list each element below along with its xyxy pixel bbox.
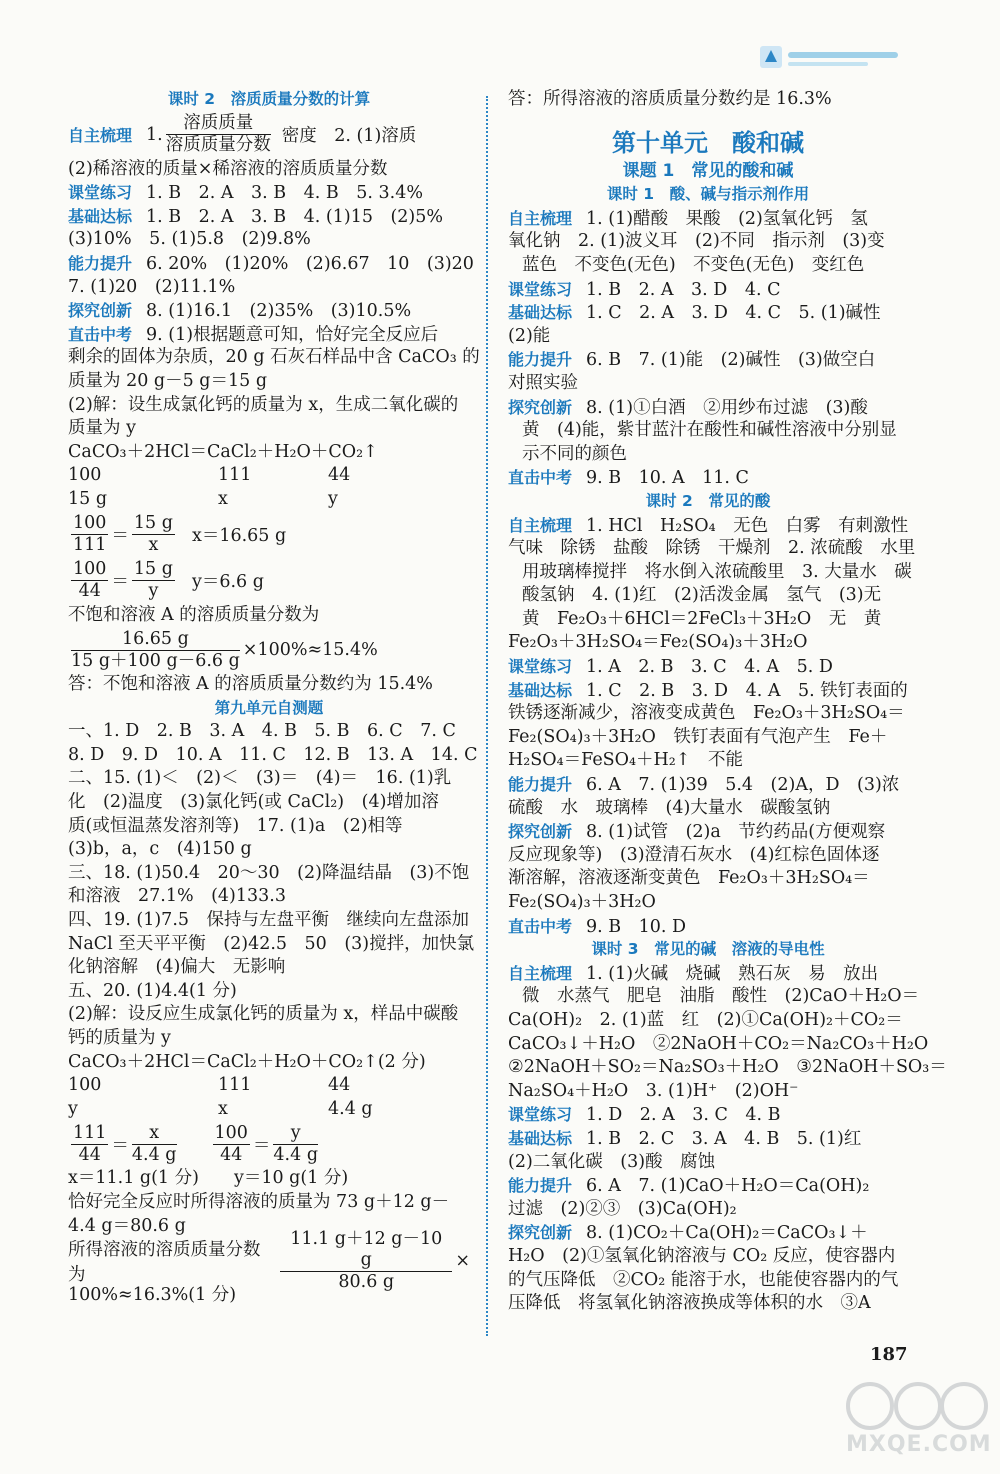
answer-line: 剩余的固体为杂质，20 g 石灰石样品中含 CaCO₃ 的 bbox=[68, 347, 480, 368]
answer-line: 三、18. (1)50.4 20～30 (2)降温结晶 (3)不饱 bbox=[68, 862, 470, 883]
chemical-equation: CaCO₃＋2HCl＝CaCl₂＋H₂O＋CO₂↑(2 分) bbox=[68, 1051, 426, 1072]
equation-ratio-row: 100 111 44 bbox=[68, 1075, 351, 1096]
lesson-title: 课时 3 常见的碱 溶液的导电性 bbox=[591, 940, 825, 959]
answer-line: Fe₂(SO₄)₃＋3H₂O bbox=[508, 892, 656, 912]
percent-calculation: $\frac{16.65 g}{15 g+100 g-6.6 g}$ ×100%≈15.4% bbox=[71, 628, 378, 671]
proportion: $\frac{100}{44}$ ＝ $\frac{15 g}{y}$ y＝6.6 g bbox=[73, 559, 264, 601]
answer-line: 100%≈16.3%(1 分) bbox=[68, 1285, 237, 1306]
equation-value-row: 15 g x y bbox=[68, 488, 338, 509]
answer-line: CaCO₃↓＋H₂O ②2NaOH＋CO₂＝Na₂CO₃＋H₂O bbox=[508, 1033, 929, 1054]
answer-line: 答：所得溶液的溶质质量分数约是 16.3% bbox=[508, 89, 832, 109]
answer-line: 基础达标 1. B 2. C 3. A 4. B 5. (1)红 bbox=[508, 1128, 862, 1149]
unit-title: 第十单元 酸和碱 bbox=[612, 128, 804, 157]
answer-line: 4.4 g＝80.6 g bbox=[68, 1215, 186, 1236]
answer-line: 对照实验 bbox=[508, 372, 578, 393]
answer-line: 化钠溶解 (4)偏大 无影响 bbox=[68, 957, 286, 978]
answer-line: 反应现象等) (3)澄清石灰水 (4)红棕色固体逐 bbox=[508, 844, 880, 865]
proportion: $\frac{100}{111}$ ＝ $\frac{15 g}{x}$ x＝16.65 g bbox=[73, 513, 287, 555]
answer-line: (3)b，a，c (4)150 g bbox=[68, 839, 252, 860]
answer-line: 蓝色 不变色(无色) 不变色(无色) 变红色 bbox=[522, 254, 865, 275]
answer-line: 钙的质量为 y bbox=[68, 1028, 171, 1048]
topic-title: 课题 1 常见的酸和碱 bbox=[622, 160, 794, 181]
answer-line: 黄 Fe₂O₃＋6HCl＝2FeCl₃＋3H₂O 无 黄 bbox=[522, 608, 882, 629]
equation-ratio-row: 100 111 44 bbox=[68, 465, 351, 486]
answer-line: 自主梳理 1. (1)醋酸 果酸 (2)氢氧化钙 氢 bbox=[508, 208, 868, 229]
answer-line: 压降低 将氢氧化钠溶液换成等体积的水 ③A bbox=[508, 1293, 871, 1314]
answer-line: (2)二氧化碳 (3)酸 腐蚀 bbox=[508, 1151, 716, 1172]
answer-line: H₂SO₄＝FeSO₄＋H₂↑ 不能 bbox=[508, 750, 743, 771]
equation-value-row: y x 4.4 g bbox=[68, 1098, 373, 1119]
answer-line: (2)能 bbox=[508, 325, 551, 346]
answer-line: 示不同的颜色 bbox=[522, 443, 627, 464]
answer-line: (2)稀溶液的质量×稀溶液的溶质质量分数 bbox=[68, 158, 388, 179]
answer-line: 用玻璃棒搅拌 将水倒入浓硫酸里 3. 大量水 碳 bbox=[522, 561, 912, 582]
answer-line: 能力提升 6. A 7. (1)39 5.4 (2)A，D (3)浓 bbox=[508, 775, 900, 796]
column-divider bbox=[486, 96, 488, 1336]
right-column bbox=[508, 88, 947, 1316]
answer-line: NaCl 至天平平衡 (2)42.5 50 (3)搅拌，加快氯 bbox=[68, 933, 475, 954]
answer-line: (2)解：设反应生成氯化钙的质量为 x，样品中碳酸 bbox=[68, 1004, 459, 1025]
section-tag: 自主梳理 bbox=[68, 126, 133, 146]
watermark: MXQE.COM bbox=[840, 1380, 990, 1460]
answer-line: 直击中考 9. B 10. D bbox=[508, 916, 687, 937]
answer-line: 探究创新 8. (1)①白酒 ②用纱布过滤 (3)酸 bbox=[508, 397, 868, 418]
answer-line: 质量为 20 g－5 g＝15 g bbox=[68, 370, 268, 391]
page-number: 187 bbox=[870, 1344, 908, 1365]
answer-line: 二、15. (1)＜ (2)＜ (3)＝ (4)＝ 16. (1)乳 bbox=[68, 768, 452, 789]
answer-line: 质(或恒温蒸发溶剂等) 17. (1)a (2)相等 bbox=[68, 815, 403, 836]
answer-line: 基础达标 1. C 2. B 3. D 4. A 5. 铁钉表面的 bbox=[508, 680, 908, 701]
answer-line: (2)解：设生成氯化钙的质量为 x，生成二氧化碳的 bbox=[68, 394, 459, 415]
answer-line: 铁锈逐渐减少，溶液变成黄色 Fe₂O₃＋3H₂SO₄＝ bbox=[508, 703, 905, 724]
answer-line: (3)10% 5. (1)5.8 (2)9.8% bbox=[68, 229, 311, 250]
answer-line: 课堂练习 1. D 2. A 3. C 4. B bbox=[508, 1105, 781, 1126]
answer-line: H₂O (2)①氢氧化钠溶液与 CO₂ 反应，使容器内 bbox=[508, 1245, 896, 1266]
answer-line: 课堂练习 1. A 2. B 3. C 4. A 5. D bbox=[508, 657, 833, 678]
answer-line: 自主梳理 1. $\frac{\text{溶质质量}}{\text{溶质质量分数}}$ 密度 2. (1)溶质 bbox=[68, 113, 417, 156]
answer-line: 探究创新 8. (1)16.1 (2)35% (3)10.5% bbox=[68, 301, 412, 322]
answer-line: ②2NaOH＋SO₂＝Na₂SO₃＋H₂O ③2NaOH＋SO₃＝ bbox=[508, 1057, 947, 1078]
answer-line: 自主梳理 1. HCl H₂SO₄ 无色 白雾 有刺激性 bbox=[508, 515, 909, 536]
answer-line: 能力提升 6. 20% (1)20% (2)6.67 10 (3)20 bbox=[68, 253, 474, 274]
answer-line: 酸氢钠 4. (1)红 (2)活泼金属 氢气 (3)无 bbox=[522, 585, 882, 606]
answer-line: 探究创新 8. (1)CO₂＋Ca(OH)₂＝CaCO₃↓＋ bbox=[508, 1223, 868, 1244]
answer-line: 自主梳理 1. (1)火碱 烧碱 熟石灰 易 放出 bbox=[508, 963, 879, 984]
publisher-logo bbox=[760, 42, 910, 78]
lesson-title: 课时 2 常见的酸 bbox=[645, 491, 771, 510]
answer-line: 化 (2)温度 (3)氯化钙(或 CaCl₂) (4)增加溶 bbox=[68, 792, 439, 813]
answer-line: 课堂练习 1. B 2. A 3. B 4. B 5. 3.4% bbox=[68, 183, 423, 204]
answer-line: Na₂SO₄＋H₂O 3. (1)H⁺ (2)OH⁻ bbox=[508, 1080, 799, 1101]
answer-line: 氧化钠 2. (1)波义耳 (2)不同 指示剂 (3)变 bbox=[508, 231, 885, 252]
answer-line: 的气压降低 ②CO₂ 能溶于水，也能使容器内的气 bbox=[508, 1269, 899, 1290]
answer-line: 8. D 9. D 10. A 11. C 12. B 13. A 14. C bbox=[68, 744, 478, 765]
section-subtitle: 第九单元自测题 bbox=[214, 698, 324, 717]
lesson-title: 课时 1 酸、碱与指示剂作用 bbox=[606, 185, 810, 204]
answer-line: 直击中考 9. (1)根据题意可知，恰好完全反应后 bbox=[68, 324, 439, 345]
answer-line: 微 水蒸气 肥皂 油脂 酸性 (2)CaO＋H₂O＝ bbox=[522, 986, 920, 1007]
section-subtitle: 课时 2 溶质质量分数的计算 bbox=[167, 90, 371, 108]
answer-line: 课堂练习 1. B 2. A 3. D 4. C bbox=[508, 279, 781, 300]
proportion: $\frac{111}{44}$ ＝ $\frac{x}{4.4 g}$ $\frac{100}{44}$ ＝ $\frac{y}{4.4 g}$ bbox=[73, 1122, 319, 1165]
answer-line: 能力提升 6. B 7. (1)能 (2)碱性 (3)做空白 bbox=[508, 350, 876, 371]
fraction: $\frac{\text{溶质质量}}{\text{溶质质量分数}}$ bbox=[165, 113, 271, 156]
answer-line: 恰好完全反应时所得溶液的质量为 73 g＋12 g－ bbox=[68, 1191, 450, 1212]
answer-line: 和溶液 27.1% (4)133.3 bbox=[68, 886, 286, 907]
answer-line: 7. (1)20 (2)11.1% bbox=[68, 276, 236, 297]
answer-line: 硫酸 水 玻璃棒 (4)大量水 碳酸氢钠 bbox=[508, 797, 831, 818]
answer-line: 黄 (4)能，紫甘蓝汁在酸性和碱性溶液中分别显 bbox=[522, 420, 897, 441]
answer-line: 基础达标 1. B 2. A 3. B 4. (1)15 (2)5% bbox=[68, 206, 444, 227]
answer-line: 探究创新 8. (1)试管 (2)a 节约药品(方便观察 bbox=[508, 822, 886, 843]
answer-line: 气味 除锈 盐酸 除锈 干燥剂 2. 浓硫酸 水里 bbox=[508, 538, 916, 559]
answer-line: 基础达标 1. C 2. A 3. D 4. C 5. (1)碱性 bbox=[508, 303, 881, 324]
answer-line: Ca(OH)₂ 2. (1)蓝 红 (2)①Ca(OH)₂＋CO₂＝ bbox=[508, 1009, 903, 1030]
answer-line: 四、19. (1)7.5 保持与左盘平衡 继续向左盘添加 bbox=[68, 910, 470, 931]
watermark-emblem-icon bbox=[840, 1380, 990, 1435]
answer-line: 不饱和溶液 A 的溶质质量分数为 bbox=[68, 604, 320, 625]
answer-line: x＝11.1 g(1 分) y＝10 g(1 分) bbox=[68, 1168, 349, 1189]
answer-line: 五、20. (1)4.4(1 分) bbox=[68, 980, 237, 1001]
answer-line: 质量为 y bbox=[68, 418, 136, 439]
answer-line: Fe₂(SO₄)₃＋3H₂O 铁钉表面有气泡产生 Fe＋ bbox=[508, 726, 888, 747]
left-column bbox=[68, 88, 480, 1308]
answer-line: 渐溶解，溶液逐渐变黄色 Fe₂O₃＋3H₂SO₄＝ bbox=[508, 868, 870, 889]
answer-line: 一、1. D 2. B 3. A 4. B 5. B 6. C 7. C bbox=[68, 721, 456, 742]
answer-line: Fe₂O₃＋3H₂SO₄＝Fe₂(SO₄)₃＋3H₂O bbox=[508, 632, 808, 653]
percent-calculation: 所得溶液的溶质质量分数为 $\frac{11.1 g+12 g-10 g}{80.6 g}$ × bbox=[68, 1229, 470, 1293]
answer-line: 过滤 (2)②③ (3)Ca(OH)₂ bbox=[508, 1198, 737, 1219]
chemical-equation: CaCO₃＋2HCl＝CaCl₂＋H₂O＋CO₂↑ bbox=[68, 441, 378, 462]
answer-line: 能力提升 6. A 7. (1)CaO＋H₂O＝Ca(OH)₂ bbox=[508, 1176, 870, 1197]
answer-line: 答：不饱和溶液 A 的溶质质量分数约为 15.4% bbox=[68, 674, 433, 695]
answer-line: 直击中考 9. B 10. A 11. C bbox=[508, 468, 749, 489]
